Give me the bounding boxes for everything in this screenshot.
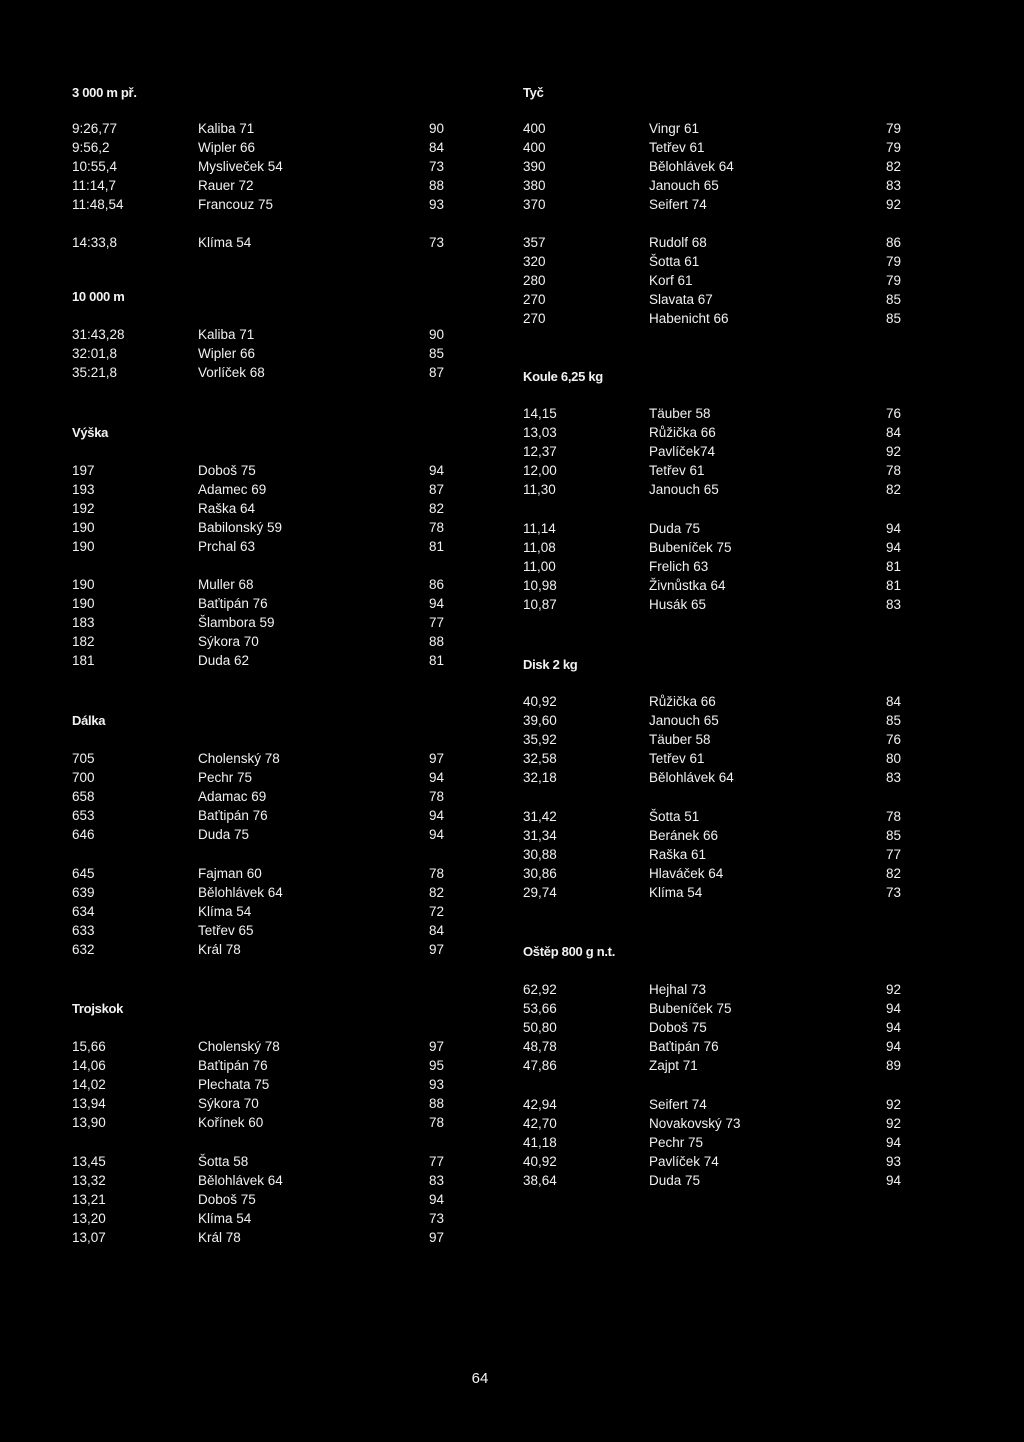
result-value: 11,08	[523, 540, 556, 555]
athlete-name: Habenicht 66	[649, 311, 729, 326]
result-value: 40,92	[523, 694, 557, 709]
athlete-name: Janouch 65	[649, 713, 719, 728]
athlete-name: Pechr 75	[649, 1135, 704, 1150]
result-value: 11,14	[523, 521, 556, 536]
result-value: 12,37	[523, 444, 557, 459]
year-value: 77	[885, 847, 901, 862]
athlete-name: Baťtipán 76	[198, 808, 268, 823]
year-value: 86	[428, 577, 444, 592]
athlete-name: Hlaváček 64	[649, 866, 724, 881]
athlete-name: Bělohlávek 64	[649, 770, 734, 785]
year-value: 93	[428, 197, 444, 212]
result-value: 646	[72, 827, 95, 842]
athlete-name: Kaliba 71	[198, 327, 255, 342]
result-value: 13,90	[72, 1115, 106, 1130]
year-value: 83	[885, 597, 901, 612]
year-value: 77	[428, 1154, 444, 1169]
result-value: 41,18	[523, 1135, 557, 1150]
result-value: 12,00	[523, 463, 557, 478]
year-value: 93	[428, 1077, 444, 1092]
athlete-name: Hejhal 73	[649, 982, 707, 997]
year-value: 94	[885, 1001, 901, 1016]
year-value: 79	[885, 254, 901, 269]
result-value: 320	[523, 254, 546, 269]
result-value: 14,06	[72, 1058, 106, 1073]
result-value: 9:26,77	[72, 121, 118, 136]
athlete-name: Pavlíček 74	[649, 1154, 719, 1169]
athlete-name: Muller 68	[198, 577, 254, 592]
year-value: 94	[885, 1173, 901, 1188]
athlete-name: Frelich 63	[649, 559, 709, 574]
athlete-name: Cholenský 78	[198, 751, 280, 766]
result-value: 35:21,8	[72, 365, 118, 380]
year-value: 85	[885, 713, 901, 728]
year-value: 94	[428, 808, 444, 823]
year-value: 94	[428, 827, 444, 842]
result-value: 9:56,2	[72, 140, 110, 155]
result-value: 40,92	[523, 1154, 557, 1169]
athlete-name: Zajpt 71	[649, 1058, 698, 1073]
athlete-name: Šotta 58	[198, 1154, 249, 1169]
athlete-name: Babilonský 59	[198, 520, 283, 535]
year-value: 97	[428, 1230, 444, 1245]
athlete-name: Šotta 51	[649, 809, 700, 824]
year-value: 78	[428, 520, 444, 535]
year-value: 79	[885, 140, 901, 155]
athlete-name: Baťtipán 76	[198, 596, 268, 611]
year-value: 81	[428, 539, 444, 554]
athlete-name: Janouch 65	[649, 178, 719, 193]
athlete-name: Duda 62	[198, 653, 250, 668]
result-value: 13,45	[72, 1154, 106, 1169]
year-value: 73	[428, 159, 444, 174]
result-value: 632	[72, 942, 95, 957]
section-heading: Koule 6,25 kg	[523, 369, 603, 384]
athlete-name: Baťtipán 76	[198, 1058, 268, 1073]
result-value: 270	[523, 311, 546, 326]
result-value: 658	[72, 789, 95, 804]
year-value: 85	[885, 311, 901, 326]
section-heading: 3 000 m př.	[72, 85, 137, 100]
result-value: 13,07	[72, 1230, 106, 1245]
result-value: 11:48,54	[72, 197, 124, 212]
result-value: 14:33,8	[72, 235, 118, 250]
year-value: 93	[885, 1154, 901, 1169]
athlete-name: Vingr 61	[649, 121, 700, 136]
athlete-name: Klíma 54	[198, 1211, 252, 1226]
athlete-name: Adamac 69	[198, 789, 267, 804]
athlete-name: Růžička 66	[649, 694, 716, 709]
result-value: 190	[72, 539, 95, 554]
athlete-name: Wipler 66	[198, 346, 256, 361]
year-value: 97	[428, 1039, 444, 1054]
year-value: 94	[428, 463, 444, 478]
athlete-name: Rauer 72	[198, 178, 254, 193]
year-value: 94	[885, 521, 901, 536]
year-value: 87	[428, 482, 444, 497]
year-value: 94	[885, 1039, 901, 1054]
result-value: 32,18	[523, 770, 557, 785]
result-value: 31,34	[523, 828, 557, 843]
athlete-name: Seifert 74	[649, 1097, 707, 1112]
result-value: 182	[72, 634, 95, 649]
result-value: 13,03	[523, 425, 557, 440]
year-value: 81	[885, 578, 901, 593]
section-heading: Tyč	[523, 85, 544, 100]
result-value: 400	[523, 121, 546, 136]
athlete-name: Doboš 75	[198, 1192, 256, 1207]
athlete-name: Kořínek 60	[198, 1115, 264, 1130]
result-value: 645	[72, 866, 95, 881]
result-value: 31:43,28	[72, 327, 125, 342]
athlete-name: Doboš 75	[198, 463, 256, 478]
year-value: 85	[885, 828, 901, 843]
result-value: 197	[72, 463, 95, 478]
athlete-name: Husák 65	[649, 597, 707, 612]
year-value: 92	[885, 444, 901, 459]
result-value: 32:01,8	[72, 346, 118, 361]
section-heading: Výška	[72, 425, 109, 440]
result-value: 31,42	[523, 809, 557, 824]
athlete-name: Plechata 75	[198, 1077, 270, 1092]
result-value: 10,98	[523, 578, 557, 593]
athlete-name: Cholenský 78	[198, 1039, 280, 1054]
result-value: 705	[72, 751, 95, 766]
athlete-name: Duda 75	[198, 827, 250, 842]
athlete-name: Šlambora 59	[198, 615, 275, 630]
result-value: 633	[72, 923, 95, 938]
year-value: 76	[885, 732, 901, 747]
athlete-name: Fajman 60	[198, 866, 262, 881]
result-value: 10,87	[523, 597, 557, 612]
result-value: 13,94	[72, 1096, 106, 1111]
year-value: 88	[428, 1096, 444, 1111]
year-value: 79	[885, 273, 901, 288]
section-heading: Trojskok	[72, 1001, 124, 1016]
year-value: 90	[428, 327, 444, 342]
athlete-name: Duda 75	[649, 521, 701, 536]
year-value: 78	[885, 463, 901, 478]
result-value: 400	[523, 140, 546, 155]
result-value: 35,92	[523, 732, 557, 747]
result-value: 30,86	[523, 866, 557, 881]
year-value: 86	[885, 235, 901, 250]
result-value: 357	[523, 235, 546, 250]
result-value: 653	[72, 808, 95, 823]
year-value: 94	[885, 540, 901, 555]
result-value: 32,58	[523, 751, 557, 766]
athlete-name: Sýkora 70	[198, 1096, 259, 1111]
year-value: 72	[428, 904, 444, 919]
result-value: 181	[72, 653, 95, 668]
year-value: 97	[428, 751, 444, 766]
year-value: 95	[428, 1058, 444, 1073]
result-value: 190	[72, 577, 95, 592]
year-value: 84	[885, 694, 901, 709]
year-value: 83	[885, 770, 901, 785]
result-value: 10:55,4	[72, 159, 118, 174]
result-value: 634	[72, 904, 95, 919]
year-value: 84	[885, 425, 901, 440]
year-value: 83	[428, 1173, 444, 1188]
athlete-name: Raška 64	[198, 501, 256, 516]
result-value: 30,88	[523, 847, 557, 862]
year-value: 83	[885, 178, 901, 193]
year-value: 92	[885, 1116, 901, 1131]
result-value: 190	[72, 596, 95, 611]
year-value: 94	[885, 1135, 901, 1150]
year-value: 73	[428, 235, 444, 250]
athlete-name: Rudolf 68	[649, 235, 707, 250]
page-number: 64	[471, 1370, 489, 1387]
year-value: 94	[885, 1020, 901, 1035]
year-value: 81	[428, 653, 444, 668]
result-value: 11:14,7	[72, 178, 117, 193]
year-value: 80	[885, 751, 901, 766]
section-heading: Disk 2 kg	[523, 657, 578, 672]
result-value: 48,78	[523, 1039, 557, 1054]
athlete-name: Korf 61	[649, 273, 693, 288]
year-value: 97	[428, 942, 444, 957]
year-value: 94	[428, 770, 444, 785]
athlete-name: Seifert 74	[649, 197, 707, 212]
result-value: 11,00	[523, 559, 556, 574]
athlete-name: Tetřev 65	[198, 923, 254, 938]
result-value: 13,32	[72, 1173, 106, 1188]
year-value: 81	[885, 559, 901, 574]
athlete-name: Král 78	[198, 942, 241, 957]
year-value: 92	[885, 982, 901, 997]
year-value: 92	[885, 1097, 901, 1112]
athlete-name: Živnůstka 64	[649, 578, 726, 593]
year-value: 78	[428, 1115, 444, 1130]
athlete-name: Klíma 54	[198, 904, 252, 919]
athlete-name: Bubeníček 75	[649, 1001, 732, 1016]
year-value: 78	[885, 809, 901, 824]
athlete-name: Bělohlávek 64	[649, 159, 734, 174]
result-value: 42,94	[523, 1097, 557, 1112]
athlete-name: Duda 75	[649, 1173, 701, 1188]
result-value: 193	[72, 482, 95, 497]
athlete-name: Prchal 63	[198, 539, 256, 554]
result-value: 13,20	[72, 1211, 106, 1226]
year-value: 82	[428, 885, 444, 900]
year-value: 73	[428, 1211, 444, 1226]
section-heading: 10 000 m	[72, 289, 125, 304]
year-value: 78	[428, 866, 444, 881]
result-value: 50,80	[523, 1020, 557, 1035]
result-value: 14,02	[72, 1077, 106, 1092]
year-value: 77	[428, 615, 444, 630]
year-value: 88	[428, 178, 444, 193]
athlete-name: Slavata 67	[649, 292, 713, 307]
athlete-name: Klíma 54	[198, 235, 252, 250]
result-value: 39,60	[523, 713, 557, 728]
athlete-name: Täuber 58	[649, 732, 711, 747]
result-value: 11,30	[523, 482, 556, 497]
athlete-name: Bubeníček 75	[649, 540, 732, 555]
year-value: 92	[885, 197, 901, 212]
athlete-name: Šotta 61	[649, 254, 700, 269]
year-value: 73	[885, 885, 901, 900]
athlete-name: Beránek 66	[649, 828, 719, 843]
year-value: 82	[885, 866, 901, 881]
year-value: 85	[885, 292, 901, 307]
athlete-name: Klíma 54	[649, 885, 703, 900]
result-value: 42,70	[523, 1116, 557, 1131]
result-value: 192	[72, 501, 95, 516]
year-value: 79	[885, 121, 901, 136]
year-value: 90	[428, 121, 444, 136]
year-value: 94	[428, 596, 444, 611]
athlete-name: Kaliba 71	[198, 121, 255, 136]
athlete-name: Baťtipán 76	[649, 1039, 719, 1054]
result-value: 14,15	[523, 406, 557, 421]
section-heading: Oštěp 800 g n.t.	[523, 944, 616, 959]
year-value: 88	[428, 634, 444, 649]
athlete-name: Pavlíček74	[649, 444, 716, 459]
year-value: 78	[428, 789, 444, 804]
athlete-name: Mysliveček 54	[198, 159, 283, 174]
result-value: 15,66	[72, 1039, 106, 1054]
section-heading: Dálka	[72, 713, 106, 728]
result-value: 370	[523, 197, 546, 212]
year-value: 82	[885, 159, 901, 174]
result-value: 700	[72, 770, 95, 785]
athlete-name: Vorlíček 68	[198, 365, 265, 380]
result-value: 62,92	[523, 982, 557, 997]
year-value: 82	[428, 501, 444, 516]
year-value: 82	[885, 482, 901, 497]
athlete-name: Sýkora 70	[198, 634, 259, 649]
year-value: 87	[428, 365, 444, 380]
result-value: 390	[523, 159, 546, 174]
result-value: 38,64	[523, 1173, 557, 1188]
athlete-name: Tetřev 61	[649, 751, 705, 766]
athlete-name: Janouch 65	[649, 482, 719, 497]
year-value: 85	[428, 346, 444, 361]
athlete-name: Francouz 75	[198, 197, 274, 212]
athlete-name: Tetřev 61	[649, 140, 705, 155]
result-value: 29,74	[523, 885, 557, 900]
year-value: 94	[428, 1192, 444, 1207]
result-value: 190	[72, 520, 95, 535]
athlete-name: Adamec 69	[198, 482, 267, 497]
athlete-name: Doboš 75	[649, 1020, 707, 1035]
athlete-name: Král 78	[198, 1230, 241, 1245]
athlete-name: Bělohlávek 64	[198, 1173, 283, 1188]
result-value: 53,66	[523, 1001, 557, 1016]
year-value: 76	[885, 406, 901, 421]
result-value: 13,21	[72, 1192, 106, 1207]
athlete-name: Novakovský 73	[649, 1116, 741, 1131]
athlete-name: Wipler 66	[198, 140, 256, 155]
result-value: 380	[523, 178, 546, 193]
year-value: 84	[428, 140, 444, 155]
athlete-name: Tetřev 61	[649, 463, 705, 478]
athlete-name: Täuber 58	[649, 406, 711, 421]
result-value: 639	[72, 885, 95, 900]
year-value: 89	[885, 1058, 901, 1073]
athlete-name: Růžička 66	[649, 425, 716, 440]
result-value: 280	[523, 273, 546, 288]
result-value: 183	[72, 615, 95, 630]
athlete-name: Raška 61	[649, 847, 707, 862]
result-value: 270	[523, 292, 546, 307]
athlete-name: Bělohlávek 64	[198, 885, 283, 900]
year-value: 84	[428, 923, 444, 938]
result-value: 47,86	[523, 1058, 557, 1073]
athlete-name: Pechr 75	[198, 770, 253, 785]
